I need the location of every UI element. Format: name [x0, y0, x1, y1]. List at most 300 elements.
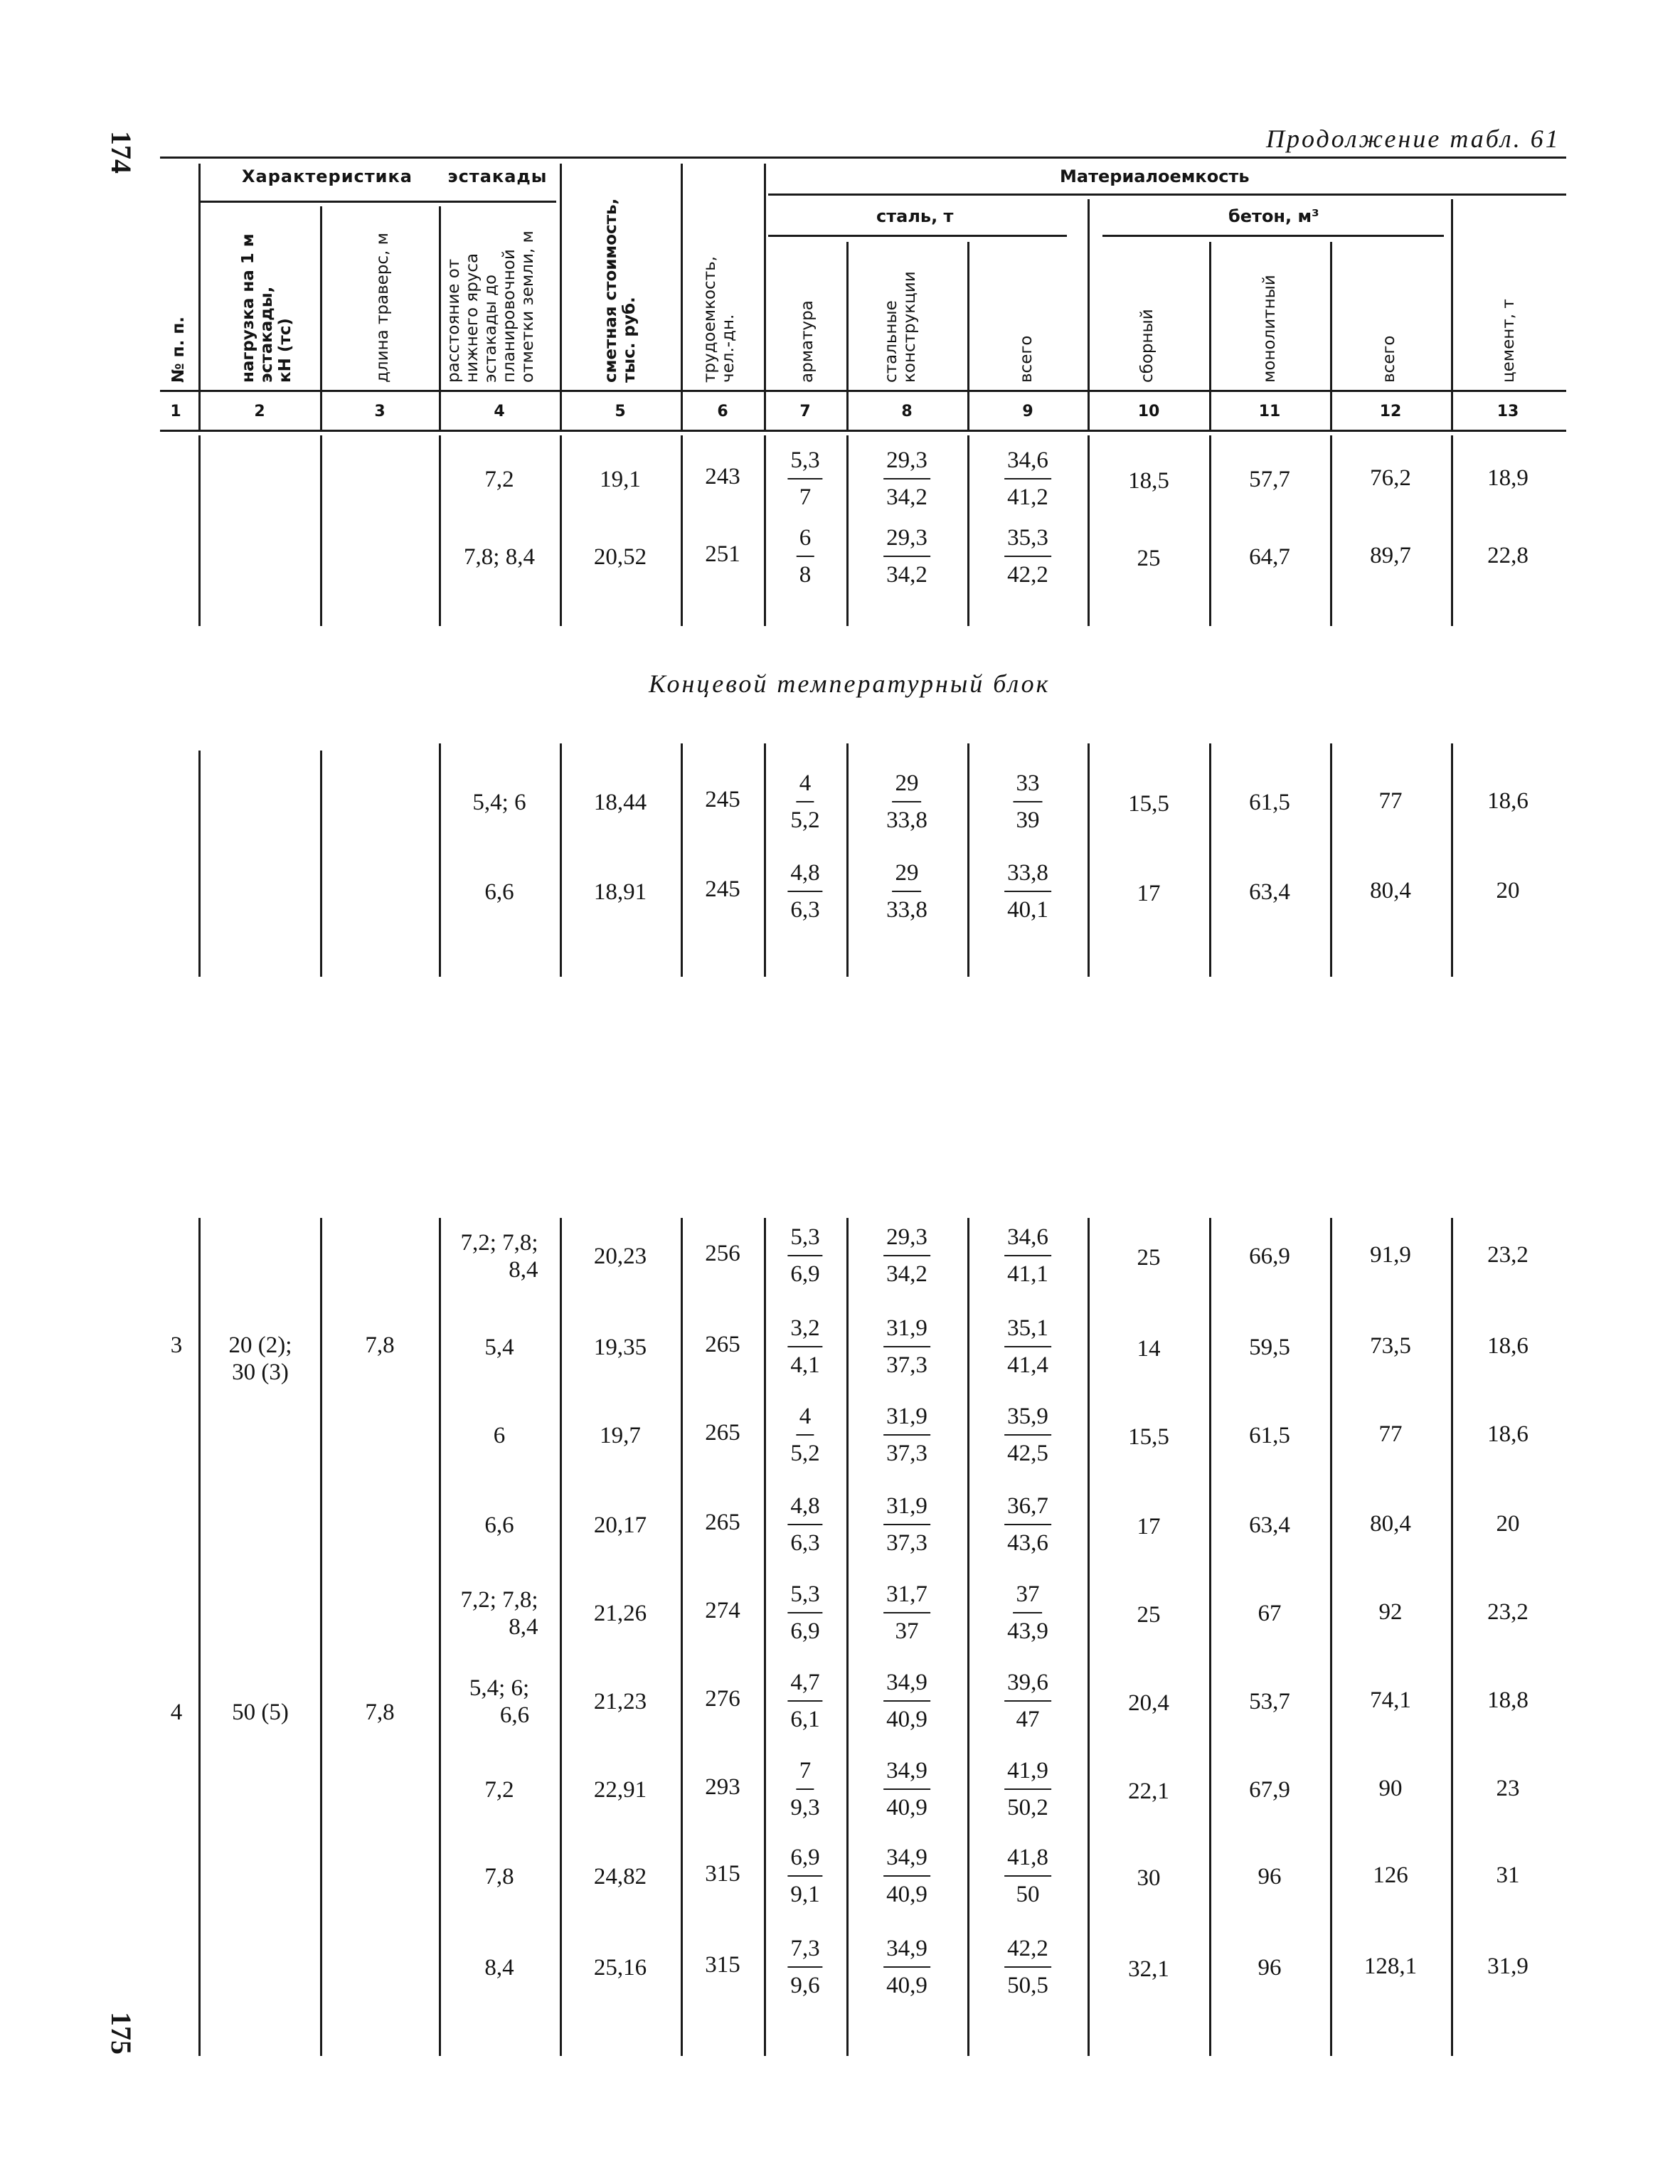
cell-concrete-precast: 17 [1137, 881, 1161, 906]
cell-rebar-denominator: 6,9 [790, 1618, 820, 1644]
body1-rule-3 [439, 435, 441, 626]
cell-rebar-denominator: 4,1 [790, 1352, 820, 1378]
cell-steel-structures-denominator: 40,9 [886, 1882, 927, 1907]
cell-labor: 293 [705, 1774, 740, 1800]
cell-steel-structures [883, 1844, 930, 1908]
cell-rebar-denominator: 9,1 [790, 1882, 820, 1907]
cell-labor: 265 [705, 1510, 740, 1535]
cell-rebar-denominator: 5,2 [790, 807, 820, 833]
cell-rebar-numerator: 4,8 [787, 859, 822, 892]
cell-concrete-precast: 25 [1137, 1602, 1161, 1628]
cell-steel-total [1007, 1581, 1048, 1645]
body2-rule-8 [967, 743, 969, 977]
cell-steel-total-denominator: 47 [1016, 1707, 1040, 1732]
cell-steel-total-denominator: 43,9 [1007, 1618, 1048, 1644]
cell-cost: 22,91 [593, 1777, 647, 1803]
cell-distance: 7,2 [484, 467, 514, 492]
group-header-material: Материалоемкость [1060, 166, 1250, 186]
cell-steel-total-numerator: 34,6 [1004, 1224, 1051, 1256]
cell-steel-structures-numerator: 29,3 [883, 1224, 930, 1256]
cell-cost: 19,35 [593, 1335, 647, 1360]
cell-steel-structures [886, 859, 927, 923]
cell-load-line: 20 (2); [228, 1332, 292, 1358]
cell-steel-structures-numerator: 29 [893, 859, 922, 892]
body3-rule-1 [198, 1218, 201, 2056]
cell-traverse-length: 7,8 [365, 1700, 395, 1725]
cell-rebar [787, 1315, 822, 1379]
cell-rebar-denominator: 6,1 [790, 1707, 820, 1732]
cell-rebar [787, 1669, 822, 1733]
cell-steel-structures-numerator: 34,9 [883, 1669, 930, 1702]
cell-labor: 251 [705, 541, 740, 567]
cell-steel-total-denominator: 41,1 [1007, 1261, 1048, 1287]
body1-rule-12 [1451, 435, 1453, 626]
cell-labor: 245 [705, 787, 740, 812]
body2-rule-3 [439, 743, 441, 977]
cell-steel-total-numerator: 34,6 [1004, 447, 1051, 479]
cell-steel-total-denominator: 41,4 [1007, 1352, 1048, 1378]
cell-steel-structures-denominator: 40,9 [886, 1707, 927, 1732]
cell-concrete-precast: 15,5 [1128, 1424, 1169, 1450]
cell-cost: 25,16 [593, 1955, 647, 1981]
body1-rule-7 [846, 435, 849, 626]
cell-concrete-monolithic: 67,9 [1249, 1777, 1290, 1803]
header-divider-4 [560, 164, 562, 430]
cell-cement: 23,2 [1487, 1242, 1529, 1268]
cell-cement: 18,6 [1487, 788, 1529, 814]
column-number: 12 [1379, 403, 1402, 420]
cell-steel-total [1004, 1493, 1051, 1557]
cell-steel-total-denominator: 50 [1016, 1882, 1040, 1907]
cell-steel-total-numerator: 33 [1014, 770, 1043, 802]
cell-rebar-numerator: 5,3 [787, 447, 822, 479]
column-header-label: трудоемкость, чел.-дн. [701, 256, 738, 383]
cell-steel-structures-denominator: 37,3 [886, 1352, 927, 1378]
cell-steel-structures [883, 447, 930, 511]
column-header-label: цемент, т [1499, 299, 1518, 383]
cell-rebar [787, 1581, 822, 1645]
cell-cement: 18,6 [1487, 1333, 1529, 1359]
cell-concrete-monolithic: 59,5 [1249, 1335, 1290, 1360]
group-header-characteristic: Характеристика эстакады [242, 166, 548, 186]
cell-concrete-total: 126 [1373, 1862, 1408, 1888]
cell-rebar-denominator: 6,3 [790, 897, 820, 923]
cell-steel-structures-numerator: 29 [893, 770, 922, 802]
cell-cement: 23,2 [1487, 1599, 1529, 1625]
cell-distance: 7,2 [484, 1777, 514, 1803]
cell-rebar-denominator: 6,9 [790, 1261, 820, 1287]
cell-steel-structures-numerator: 34,9 [883, 1844, 930, 1877]
cell-labor: 274 [705, 1598, 740, 1623]
cell-cost: 21,23 [593, 1689, 647, 1714]
cell-rebar-numerator: 4 [797, 770, 814, 802]
cell-steel-structures [883, 1757, 930, 1821]
cell-rebar-denominator: 6,3 [790, 1530, 820, 1556]
cell-concrete-monolithic: 96 [1258, 1955, 1282, 1981]
cell-steel-structures [883, 1493, 930, 1557]
cell-steel-total-numerator: 39,6 [1004, 1669, 1051, 1702]
body3-rule-8 [967, 1218, 969, 2056]
cell-rebar-numerator: 5,3 [787, 1224, 822, 1256]
cell-steel-total-denominator: 41,2 [1007, 484, 1048, 510]
column-header-label: сборный [1138, 309, 1157, 383]
body3-rule-4 [560, 1218, 562, 2056]
cell-steel-total-denominator: 40,1 [1007, 897, 1048, 923]
cell-row-number: 3 [170, 1332, 183, 1358]
cell-concrete-total: 92 [1378, 1599, 1403, 1625]
body2-rule-2 [320, 751, 322, 977]
cell-steel-structures-numerator: 29,3 [883, 447, 930, 479]
continuation-title: Продолжение табл. 61 [1266, 124, 1561, 153]
header-divider-2 [320, 206, 322, 430]
cell-labor: 265 [705, 1420, 740, 1446]
column-number: 8 [901, 403, 913, 420]
header-divider-5 [681, 164, 683, 430]
cell-cement: 31 [1496, 1862, 1520, 1888]
cell-cost: 20,23 [593, 1244, 647, 1269]
cell-rebar-denominator: 7 [799, 484, 812, 510]
cell-steel-structures-denominator: 34,2 [886, 562, 927, 588]
group-header-steel: сталь, т [876, 206, 954, 226]
cell-steel-structures-numerator: 31,9 [883, 1493, 930, 1525]
cell-distance: 7,2; 7,8; 8,4 [460, 1587, 538, 1640]
cell-cost: 21,26 [593, 1601, 647, 1626]
body1-rule-5 [681, 435, 683, 626]
cell-rebar [790, 1403, 819, 1467]
cell-steel-structures-denominator: 37,3 [886, 1441, 927, 1466]
cell-steel-total-numerator: 37 [1014, 1581, 1043, 1613]
cell-rebar-numerator: 4,8 [787, 1493, 822, 1525]
header-divider-7 [846, 242, 849, 430]
cell-labor: 243 [705, 464, 740, 489]
cell-rebar [787, 859, 822, 923]
cell-steel-structures-denominator: 33,8 [886, 807, 927, 833]
cell-cost: 24,82 [593, 1864, 647, 1889]
cell-steel-structures-denominator: 34,2 [886, 484, 927, 510]
cell-steel-structures [883, 1224, 930, 1288]
column-number-bottom-rule [160, 430, 1566, 432]
body3-rule-12 [1451, 1218, 1453, 2056]
cell-rebar-numerator: 4,7 [787, 1669, 822, 1702]
body2-rule-9 [1088, 743, 1090, 977]
cell-steel-structures [883, 1581, 930, 1645]
cell-steel-total-numerator: 41,8 [1004, 1844, 1051, 1877]
header-divider-11 [1330, 242, 1332, 430]
table-top-rule [160, 157, 1566, 159]
cell-steel-structures-denominator: 33,8 [886, 897, 927, 923]
cell-steel-total-denominator: 42,5 [1007, 1441, 1048, 1466]
cell-concrete-total: 80,4 [1370, 1511, 1411, 1537]
cell-concrete-monolithic: 96 [1258, 1864, 1282, 1889]
material-group-rule [768, 194, 1566, 196]
cell-steel-total [1004, 1403, 1051, 1467]
cell-concrete-total: 77 [1378, 1421, 1403, 1447]
body2-rule-6 [764, 743, 766, 977]
cell-concrete-precast: 20,4 [1128, 1690, 1169, 1716]
cell-distance: 5,4 [484, 1335, 514, 1360]
cell-steel-total-denominator: 50,2 [1007, 1795, 1048, 1820]
cell-distance: 6 [493, 1423, 506, 1448]
cell-labor: 265 [705, 1332, 740, 1357]
body1-rule-9 [1088, 435, 1090, 626]
cell-concrete-precast: 22,1 [1128, 1779, 1169, 1804]
cell-steel-structures-numerator: 31,9 [883, 1403, 930, 1436]
cell-concrete-monolithic: 53,7 [1249, 1689, 1290, 1714]
column-number: 2 [254, 403, 265, 420]
column-number: 4 [494, 403, 505, 420]
header-divider-8 [967, 242, 969, 430]
cell-rebar-numerator: 5,3 [787, 1581, 822, 1613]
body2-rule-5 [681, 743, 683, 977]
cell-rebar-numerator: 4 [797, 1403, 814, 1436]
cell-distance: 5,4; 6 [472, 790, 526, 815]
header-divider-10 [1209, 242, 1211, 430]
cell-rebar-numerator: 7,3 [787, 1935, 822, 1968]
cell-concrete-total: 90 [1378, 1776, 1403, 1801]
cell-rebar-numerator: 6,9 [787, 1844, 822, 1877]
body2-rule-10 [1209, 743, 1211, 977]
cell-cement: 22,8 [1487, 543, 1529, 568]
cell-rebar [790, 1757, 819, 1821]
cell-distance: 7,8; 8,4 [464, 544, 535, 570]
cell-distance: 6,6 [484, 1512, 514, 1538]
cell-steel-structures-numerator: 31,7 [883, 1581, 930, 1613]
cell-concrete-total: 91,9 [1370, 1242, 1411, 1268]
cell-concrete-precast: 14 [1137, 1336, 1161, 1362]
body3-rule-5 [681, 1218, 683, 2056]
column-number: 11 [1258, 403, 1281, 420]
cell-concrete-monolithic: 61,5 [1249, 1423, 1290, 1448]
cell-cement: 18,8 [1487, 1687, 1529, 1713]
cell-cost: 20,17 [593, 1512, 647, 1538]
body3-rule-3 [439, 1218, 441, 2056]
header-divider-6 [764, 164, 766, 430]
cell-cement: 31,9 [1487, 1954, 1529, 1979]
cell-rebar-numerator: 3,2 [787, 1315, 822, 1347]
body1-rule-11 [1330, 435, 1332, 626]
group-header-concrete: бетон, м³ [1228, 206, 1319, 226]
body1-rule-8 [967, 435, 969, 626]
cell-concrete-total: 76,2 [1370, 465, 1411, 491]
cell-steel-structures-denominator: 37 [895, 1618, 919, 1644]
cell-steel-total [1004, 447, 1051, 511]
cell-steel-total [1004, 524, 1051, 588]
cell-rebar [787, 1224, 822, 1288]
body1-rule-2 [320, 435, 322, 626]
column-header-label: расстояние от нижнего яруса эстакады до планировочной отметки земли, м [445, 230, 537, 383]
cell-steel-total [1014, 770, 1043, 834]
cell-steel-total [1004, 1757, 1051, 1821]
body1-rule-10 [1209, 435, 1211, 626]
body2-rule-4 [560, 743, 562, 977]
cell-concrete-precast: 32,1 [1128, 1956, 1169, 1982]
cell-steel-structures-denominator: 40,9 [886, 1973, 927, 1998]
cell-load-line: 30 (3) [232, 1359, 289, 1385]
body1-rule-6 [764, 435, 766, 626]
cell-steel-structures [886, 770, 927, 834]
cell-concrete-precast: 30 [1137, 1865, 1161, 1891]
body1-rule-4 [560, 435, 562, 626]
cell-steel-total-numerator: 42,2 [1004, 1935, 1051, 1968]
cell-rebar [790, 770, 819, 834]
column-number: 7 [799, 403, 811, 420]
body3-rule-9 [1088, 1218, 1090, 2056]
column-number: 5 [615, 403, 626, 420]
cell-rebar-denominator: 5,2 [790, 1441, 820, 1466]
page-number-top: 174 [105, 131, 137, 174]
column-header-label: стальные конструкции [882, 271, 919, 383]
column-header-label: всего [1380, 335, 1398, 383]
cell-concrete-total: 77 [1378, 788, 1403, 814]
cell-rebar-numerator: 7 [797, 1757, 814, 1790]
cell-traverse-length: 7,8 [365, 1332, 395, 1358]
cell-load [229, 1332, 292, 1386]
cell-rebar-denominator: 8 [799, 562, 812, 588]
cell-steel-structures-denominator: 34,2 [886, 1261, 927, 1287]
cell-concrete-monolithic: 57,7 [1249, 467, 1290, 492]
cell-steel-total [1004, 1935, 1051, 1999]
cell-concrete-total: 73,5 [1370, 1333, 1411, 1359]
steel-group-rule [768, 235, 1067, 237]
body3-rule-10 [1209, 1218, 1211, 2056]
body3-rule-11 [1330, 1218, 1332, 2056]
cell-labor: 276 [705, 1686, 740, 1712]
column-number: 10 [1137, 403, 1160, 420]
cell-labor: 315 [705, 1861, 740, 1887]
cell-distance: 8,4 [484, 1955, 514, 1981]
cell-concrete-precast: 17 [1137, 1514, 1161, 1539]
cell-concrete-monolithic: 63,4 [1249, 1512, 1290, 1538]
cell-steel-total-numerator: 35,3 [1004, 524, 1051, 557]
cell-steel-structures-numerator: 31,9 [883, 1315, 930, 1347]
column-header-label: № п. п. [169, 317, 188, 383]
cell-steel-structures-numerator: 34,9 [883, 1935, 930, 1968]
cell-cost: 19,1 [600, 467, 641, 492]
cell-steel-total-numerator: 33,8 [1004, 859, 1051, 892]
cell-row-number: 4 [170, 1700, 183, 1725]
cell-concrete-total: 74,1 [1370, 1687, 1411, 1713]
cell-concrete-monolithic: 66,9 [1249, 1244, 1290, 1269]
cell-cost: 18,91 [593, 879, 647, 905]
cell-concrete-monolithic: 63,4 [1249, 879, 1290, 905]
cell-steel-structures [883, 1403, 930, 1467]
cell-labor: 245 [705, 876, 740, 902]
column-number: 6 [717, 403, 728, 420]
header-divider-3 [439, 206, 441, 430]
body3-rule-2 [320, 1218, 322, 2056]
cell-steel-total [1004, 1315, 1051, 1379]
cell-cement: 23 [1496, 1776, 1520, 1801]
cell-concrete-precast: 25 [1137, 1245, 1161, 1271]
cell-concrete-precast: 25 [1137, 546, 1161, 571]
cell-rebar-denominator: 9,6 [790, 1973, 820, 1998]
cell-steel-total-denominator: 39 [1016, 807, 1040, 833]
body3-rule-6 [764, 1218, 766, 2056]
page-number-bottom: 175 [105, 2012, 137, 2055]
cell-rebar [787, 1493, 822, 1557]
column-header-label: всего [1017, 335, 1036, 383]
header-divider-12 [1451, 199, 1453, 430]
cell-steel-total-denominator: 42,2 [1007, 562, 1048, 588]
cell-distance: 7,2; 7,8; 8,4 [460, 1230, 538, 1283]
column-header-label: длина траверс, м [373, 232, 392, 383]
body2-rule-7 [846, 743, 849, 977]
cell-steel-structures-denominator: 37,3 [886, 1530, 927, 1556]
cell-steel-total [1004, 1224, 1051, 1288]
cell-steel-structures-numerator: 29,3 [883, 524, 930, 557]
cell-cement: 20 [1496, 878, 1520, 903]
cell-steel-structures-denominator: 40,9 [886, 1795, 927, 1820]
characteristic-group-rule [201, 201, 556, 203]
body2-rule-11 [1330, 743, 1332, 977]
cell-steel-structures [883, 1935, 930, 1999]
column-header-label: арматура [798, 300, 817, 383]
cell-steel-total-numerator: 41,9 [1004, 1757, 1051, 1790]
cell-rebar [797, 524, 814, 588]
cell-cost: 18,44 [593, 790, 647, 815]
column-header-label: нагрузка на 1 м эстакады, кН (тс) [239, 233, 294, 383]
header-divider-1 [198, 164, 201, 430]
cell-concrete-monolithic: 67 [1258, 1601, 1282, 1626]
cell-rebar [787, 1844, 822, 1908]
section-caption-end-block: Концевой температурный блок [649, 669, 1051, 698]
cell-concrete-total: 128,1 [1363, 1954, 1418, 1979]
cell-steel-total [1004, 1844, 1051, 1908]
cell-steel-total [1004, 1669, 1051, 1733]
cell-load-line: 50 (5) [232, 1700, 289, 1725]
cell-concrete-monolithic: 61,5 [1249, 790, 1290, 815]
body3-rule-7 [846, 1218, 849, 2056]
cell-steel-total-denominator: 43,6 [1007, 1530, 1048, 1556]
cell-steel-total-denominator: 50,5 [1007, 1973, 1048, 1998]
cell-steel-total-numerator: 36,7 [1004, 1493, 1051, 1525]
column-header-label: сметная стоимость, тыс. руб. [602, 198, 639, 383]
cell-steel-structures [883, 1315, 930, 1379]
column-number: 1 [170, 403, 181, 420]
cell-cement: 18,6 [1487, 1421, 1529, 1447]
cell-distance: 7,8 [484, 1864, 514, 1889]
cell-steel-total-numerator: 35,9 [1004, 1403, 1051, 1436]
body2-rule-1 [198, 751, 201, 977]
cell-distance: 6,6 [484, 879, 514, 905]
cell-rebar [787, 447, 822, 511]
cell-cost: 20,52 [593, 544, 647, 570]
cell-steel-total [1004, 859, 1051, 923]
cell-concrete-precast: 18,5 [1128, 468, 1169, 494]
header-bottom-rule [160, 390, 1566, 392]
cell-cement: 18,9 [1487, 465, 1529, 491]
header-divider-9 [1088, 199, 1090, 430]
column-number: 3 [374, 403, 386, 420]
body1-rule-1 [198, 435, 201, 626]
cell-concrete-monolithic: 64,7 [1249, 544, 1290, 570]
cell-cement: 20 [1496, 1511, 1520, 1537]
concrete-group-rule [1102, 235, 1444, 237]
cell-labor: 315 [705, 1952, 740, 1978]
cell-steel-structures [883, 1669, 930, 1733]
cell-rebar [787, 1935, 822, 1999]
column-header-label: монолитный [1260, 275, 1279, 383]
cell-cost: 19,7 [600, 1423, 641, 1448]
column-number: 9 [1022, 403, 1033, 420]
cell-steel-structures [883, 524, 930, 588]
cell-labor: 256 [705, 1241, 740, 1266]
cell-steel-total-numerator: 35,1 [1004, 1315, 1051, 1347]
cell-rebar-denominator: 9,3 [790, 1795, 820, 1820]
cell-distance: 5,4; 6; 6,6 [469, 1675, 530, 1728]
cell-concrete-total: 80,4 [1370, 878, 1411, 903]
cell-concrete-precast: 15,5 [1128, 791, 1169, 817]
